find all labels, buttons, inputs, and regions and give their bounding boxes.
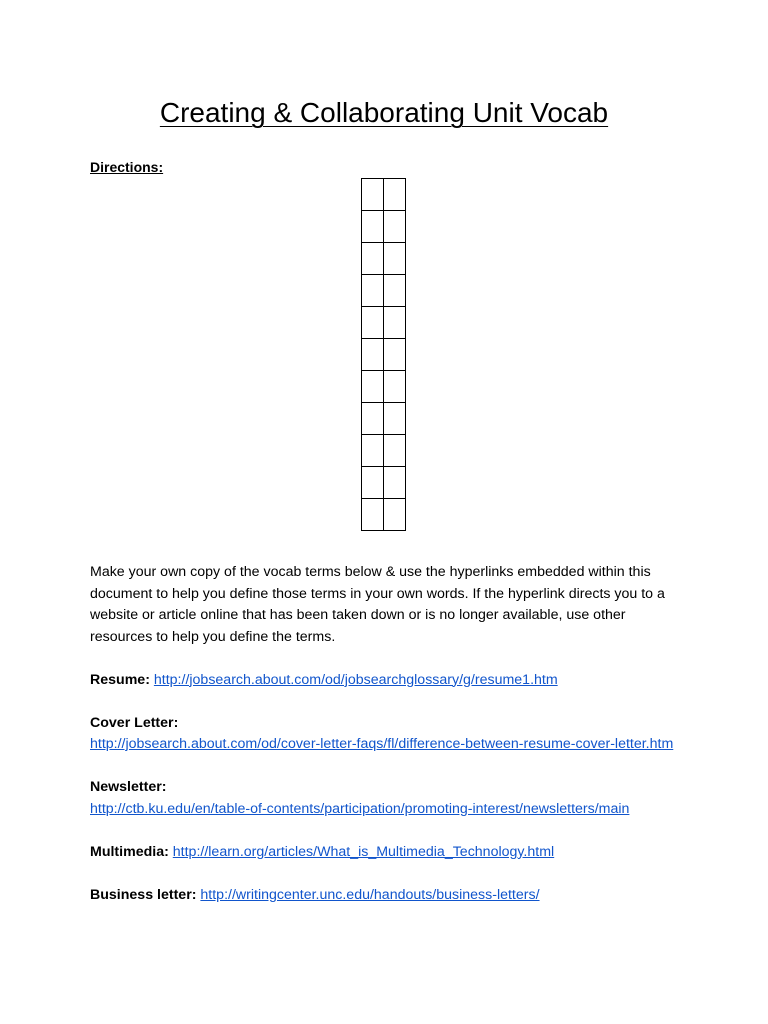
link-multimedia[interactable]: http://learn.org/articles/What_is_Multimedia_Technology.html bbox=[172, 843, 555, 860]
term-label-cover-letter: Cover Letter: bbox=[90, 714, 179, 731]
grid-cell bbox=[362, 211, 384, 243]
grid-row bbox=[362, 339, 406, 371]
grid-row bbox=[362, 403, 406, 435]
term-label-multimedia: Multimedia: bbox=[90, 843, 169, 860]
grid-cell bbox=[362, 403, 384, 435]
term-multimedia bbox=[90, 842, 690, 864]
grid-row bbox=[362, 275, 406, 307]
grid-row bbox=[362, 179, 406, 211]
link-business-letter[interactable]: http://writingcenter.unc.edu/handouts/business-letters/ bbox=[200, 886, 540, 903]
grid-cell bbox=[384, 371, 406, 403]
grid-cell bbox=[384, 435, 406, 467]
term-label-resume: Resume: bbox=[90, 671, 150, 688]
page-title: Creating & Collaborating Unit Vocab bbox=[159, 97, 609, 128]
grid-cell bbox=[384, 499, 406, 531]
document-body bbox=[90, 562, 690, 928]
directions-label: Directions: bbox=[90, 159, 164, 175]
term-resume bbox=[90, 670, 690, 692]
grid-cell bbox=[384, 179, 406, 211]
grid-cell bbox=[384, 339, 406, 371]
link-cover-letter[interactable]: http://jobsearch.about.com/od/cover-letter-faqs/fl/difference-between-resume-cover-letter.htm bbox=[90, 736, 674, 752]
grid-cell bbox=[362, 243, 384, 275]
grid-cell bbox=[384, 275, 406, 307]
grid-cell bbox=[362, 467, 384, 499]
grid-cell bbox=[362, 499, 384, 531]
grid-row bbox=[362, 371, 406, 403]
term-label-business-letter: Business letter: bbox=[90, 886, 197, 903]
grid-row bbox=[362, 435, 406, 467]
grid-row bbox=[362, 499, 406, 531]
grid-row bbox=[362, 243, 406, 275]
vocab-grid-body bbox=[362, 179, 406, 531]
grid-cell bbox=[362, 339, 384, 371]
grid-cell bbox=[362, 307, 384, 339]
term-newsletter bbox=[90, 777, 690, 820]
grid-cell bbox=[384, 211, 406, 243]
vocab-grid bbox=[361, 178, 406, 531]
link-resume[interactable]: http://jobsearch.about.com/od/jobsearchglossary/g/resume1.htm bbox=[153, 671, 558, 688]
grid-row bbox=[362, 467, 406, 499]
term-cover-letter bbox=[90, 713, 690, 756]
grid-cell bbox=[362, 371, 384, 403]
term-label-newsletter: Newsletter: bbox=[90, 779, 167, 795]
grid-cell bbox=[384, 243, 406, 275]
grid-cell bbox=[362, 275, 384, 307]
grid-cell bbox=[362, 179, 384, 211]
grid-cell bbox=[362, 435, 384, 467]
grid-cell bbox=[384, 403, 406, 435]
link-newsletter[interactable]: http://ctb.ku.edu/en/table-of-contents/participation/promoting-interest/newsletters/main bbox=[90, 800, 630, 817]
grid-row bbox=[362, 307, 406, 339]
term-business-letter bbox=[90, 885, 690, 907]
grid-row bbox=[362, 211, 406, 243]
grid-cell bbox=[384, 307, 406, 339]
intro-paragraph: Make your own copy of the vocab terms below & use the hyperlinks embedded within this document to help you define those terms in your own words. If the hyperlink directs you to a website or article online that has been taken down or is no longer available, use other resources to help you define the terms. bbox=[90, 564, 665, 645]
grid-cell bbox=[384, 467, 406, 499]
